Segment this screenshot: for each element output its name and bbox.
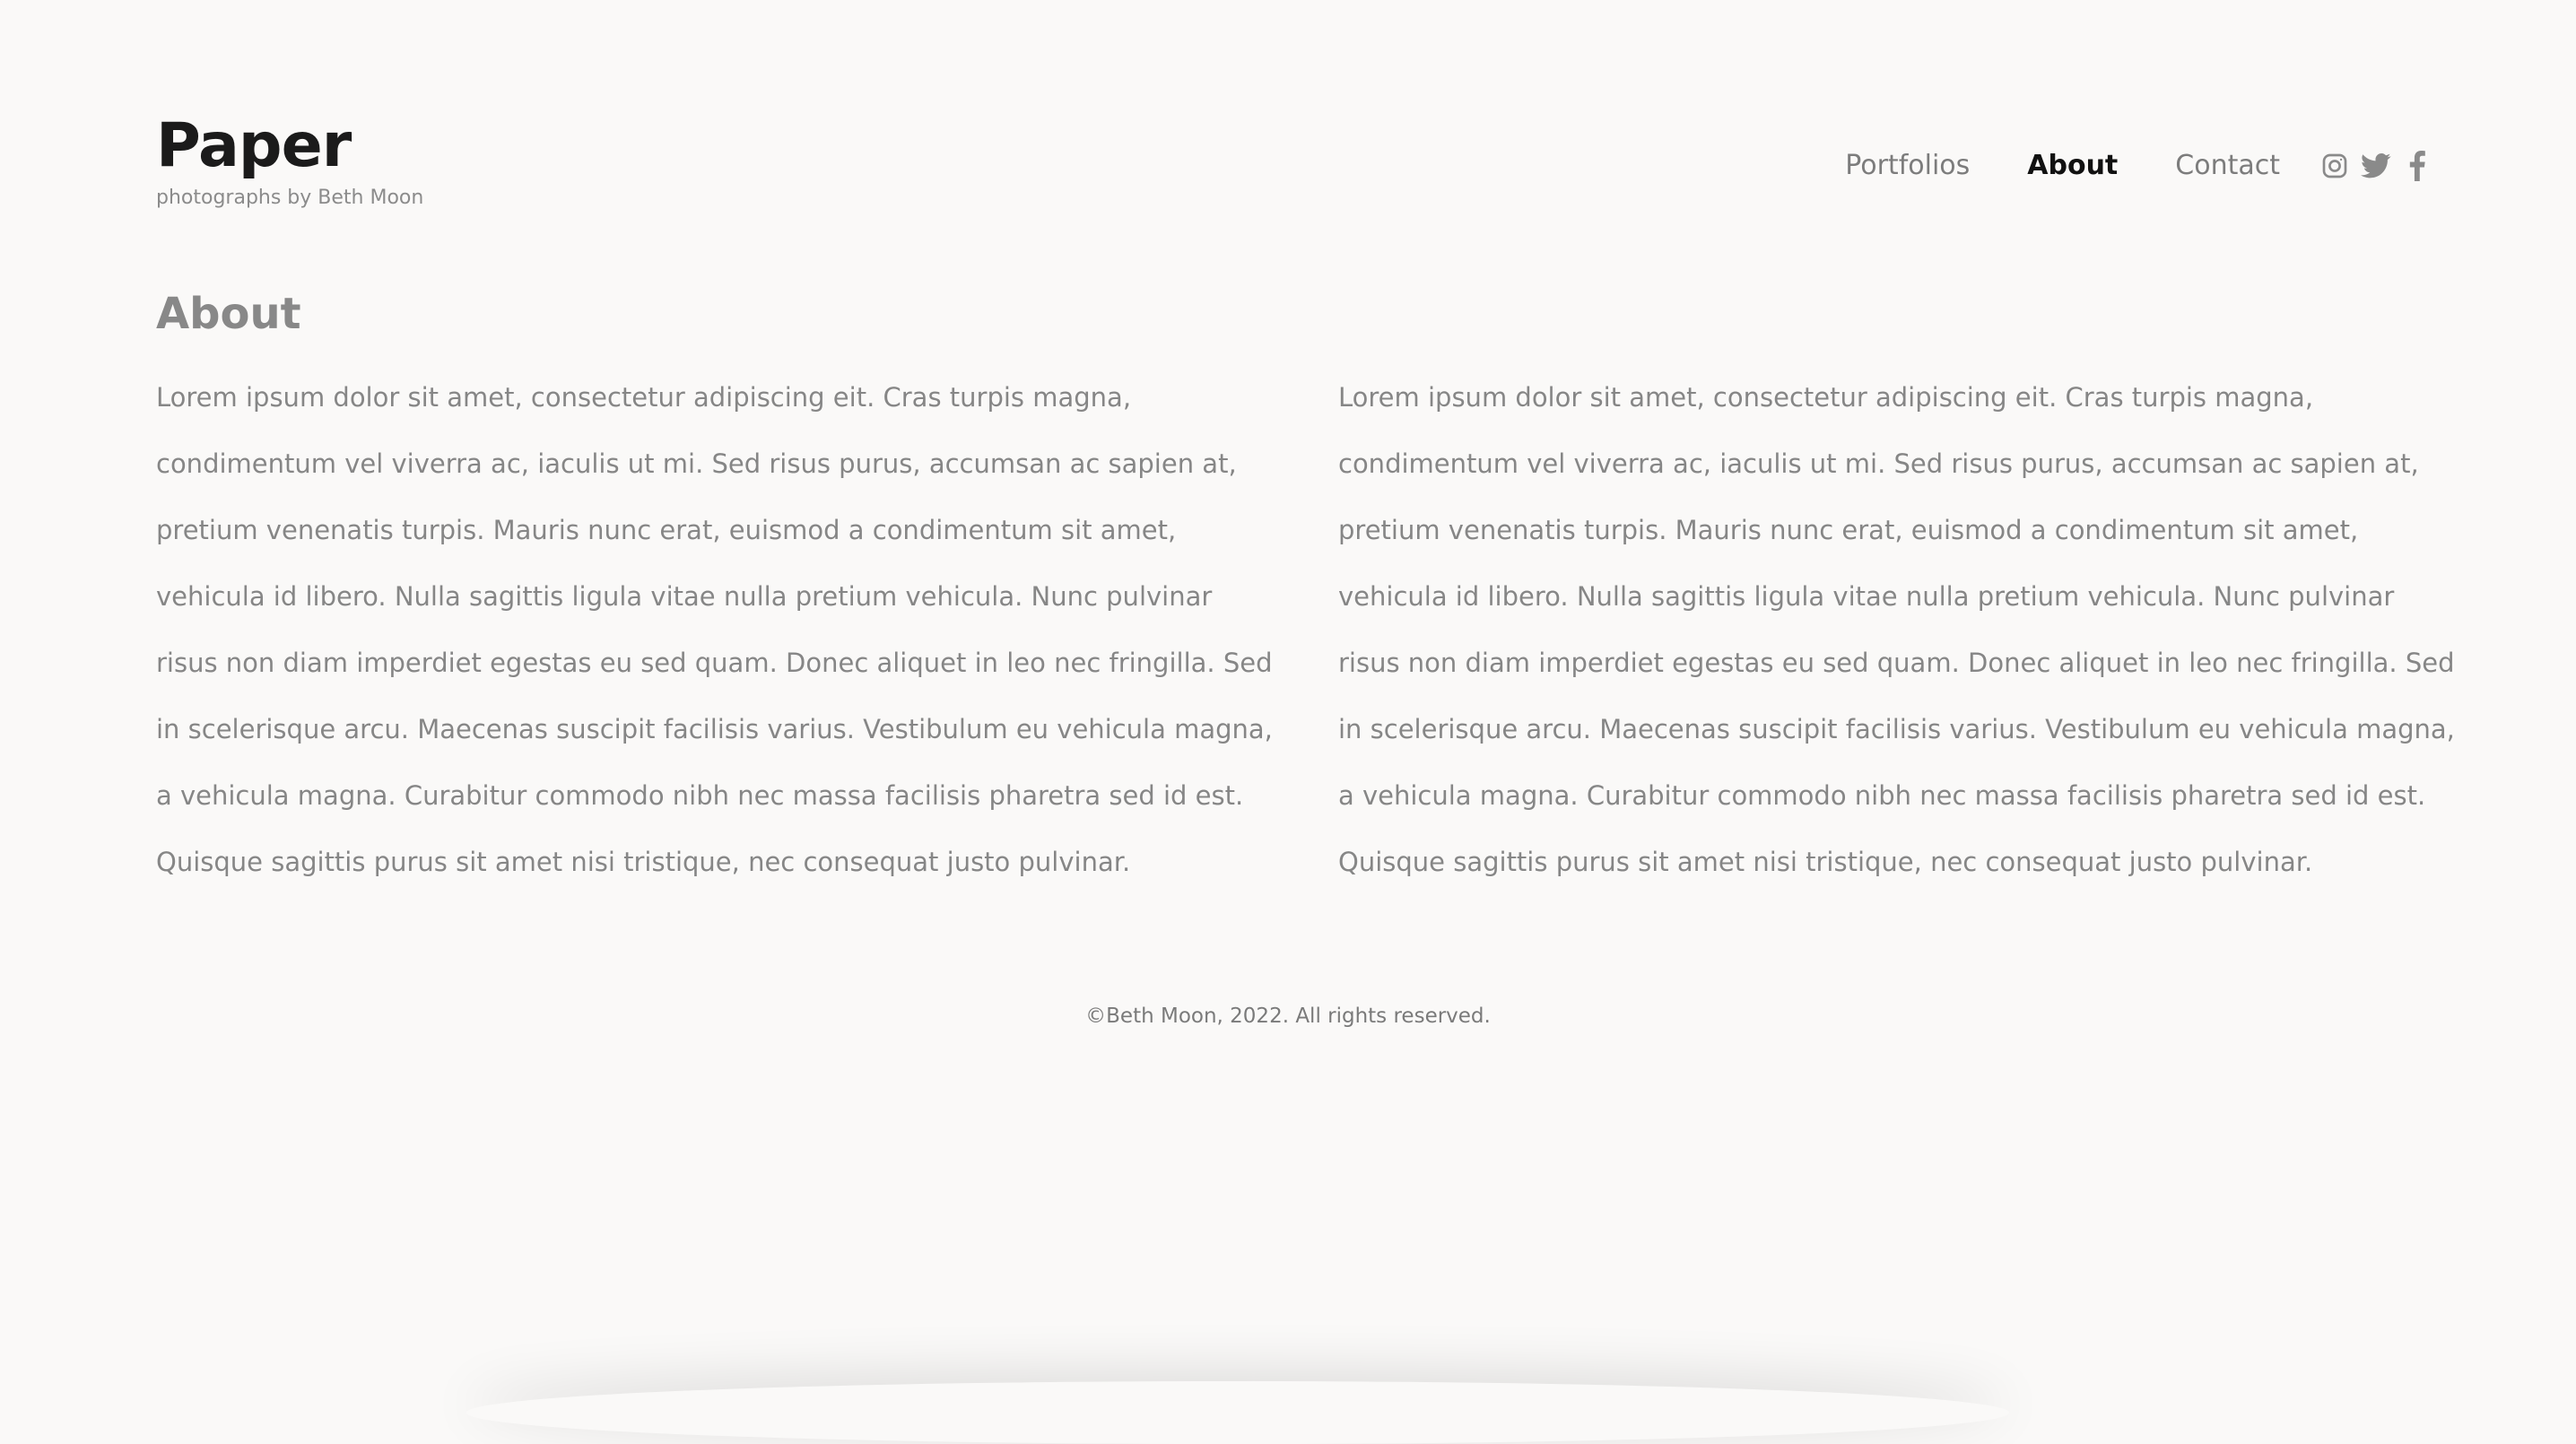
copyright-text: ©Beth Moon, 2022. All rights reserved. — [1085, 1005, 1491, 1028]
social-links — [2319, 151, 2432, 181]
about-column-right — [1338, 364, 2459, 895]
nav-link-about[interactable]: About — [2027, 150, 2119, 181]
site-subtitle: photographs by Beth Moon — [156, 187, 424, 209]
site-footer — [0, 1001, 2576, 1031]
about-paragraph-left: Lorem ipsum dolor sit amet, consectetur adipiscing eit. Cras turpis magna, condimentum vel viverra ac, iaculis ut mi. Sed risus purus, accumsan ac sapien at, pretium venenatis turpis. Mauris nunc erat, euismod a condimentum sit amet, vehicula id libero. Nulla sagittis ligula vitae nulla pretium vehicula. Nunc pulvinar risus non diam imperdiet egestas eu sed quam. Donec aliquet in leo nec fringilla. Sed in scelerisque arcu. Maecenas suscipit facilisis varius. Vestibulum eu vehicula magna, a vehicula magna. Curabitur commodo nibh nec massa facilisis pharetra sed id est. Quisque sagittis purus sit amet nisi tristique, nec consequat justo pulvinar. — [156, 382, 1273, 877]
main-nav — [1788, 147, 2432, 185]
facebook-icon[interactable] — [2402, 151, 2432, 181]
nav-link-contact[interactable]: Contact — [2175, 150, 2280, 181]
about-paragraph-right: Lorem ipsum dolor sit amet, consectetur adipiscing eit. Cras turpis magna, condimentum vel viverra ac, iaculis ut mi. Sed risus purus, accumsan ac sapien at, pretium venenatis turpis. Mauris nunc erat, euismod a condimentum sit amet, vehicula id libero. Nulla sagittis ligula vitae nulla pretium vehicula. Nunc pulvinar risus non diam imperdiet egestas eu sed quam. Donec aliquet in leo nec fringilla. Sed in scelerisque arcu. Maecenas suscipit facilisis varius. Vestibulum eu vehicula magna, a vehicula magna. Curabitur commodo nibh nec massa facilisis pharetra sed id est. Quisque sagittis purus sit amet nisi tristique, nec consequat justo pulvinar. — [1338, 382, 2455, 877]
brand[interactable] — [156, 106, 423, 212]
site-title[interactable]: Paper — [156, 110, 352, 181]
instagram-icon[interactable] — [2319, 151, 2350, 181]
nav-link-portfolios[interactable]: Portfolios — [1845, 150, 1971, 181]
about-column-left — [156, 364, 1277, 895]
bottom-shadow — [466, 1381, 2009, 1444]
twitter-icon[interactable] — [2361, 151, 2391, 181]
page-title: About — [156, 289, 301, 339]
